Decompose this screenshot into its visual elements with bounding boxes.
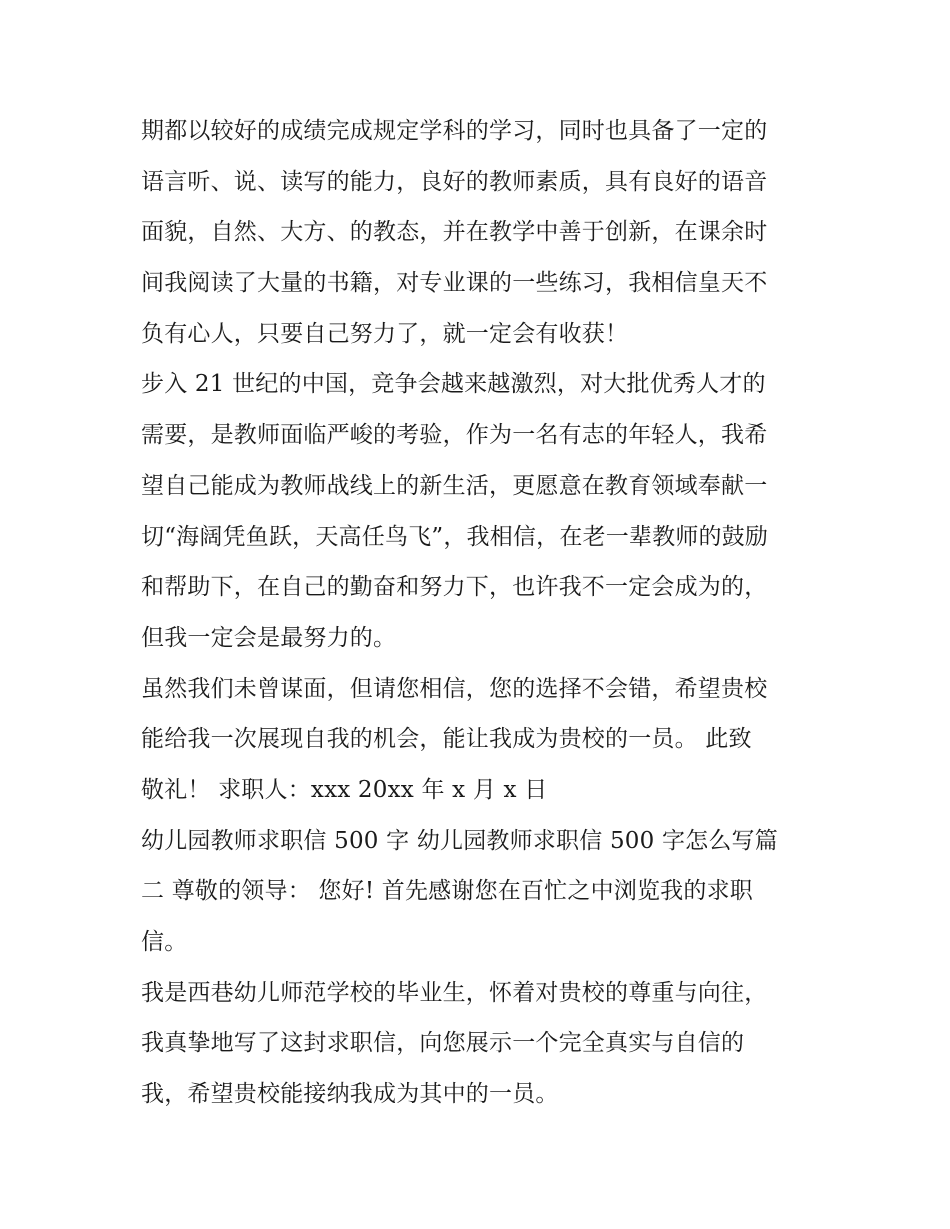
- text-line: 和帮助下，在自己的勤奋和努力下，也许我不一定会成为的，: [141, 574, 768, 601]
- text-line: 能给我一次展现自我的机会，能让我成为贵校的一员。 此致: [141, 726, 752, 753]
- text-line: 需要，是教师面临严峻的考验，作为一名有志的年轻人，我希: [141, 422, 768, 449]
- letter-body: [141, 106, 821, 1120]
- text-line: 我是西巷幼儿师范学校的毕业生，怀着对贵校的尊重与向往，: [141, 979, 768, 1006]
- text-line: 语言听、说、读写的能力，良好的教师素质，具有良好的语音: [141, 168, 768, 195]
- text-line: 切“海阔凭鱼跃，天高任鸟飞”，我相信，在老一辈教师的鼓励: [141, 523, 769, 550]
- text-line: 间我阅读了大量的书籍，对专业课的一些练习，我相信皇天不: [141, 270, 768, 297]
- text-line: 但我一定会是最努力的。: [141, 624, 397, 651]
- text-line: 信。: [141, 929, 188, 955]
- text-line: 虽然我们未曾谋面，但请您相信，您的选择不会错，希望贵校: [141, 675, 768, 702]
- text-line: 面貌，自然、大方、的教态，并在教学中善于创新，在课余时: [141, 219, 768, 246]
- text-line: 步入 21 世纪的中国，竞争会越来越激烈，对大批优秀人才的: [141, 371, 766, 398]
- text-line: 我，希望贵校能接纳我成为其中的一员。: [141, 1081, 559, 1108]
- section-heading-line: 幼儿园教师求职信 500 字 幼儿园教师求职信 500 字怎么写篇: [141, 827, 778, 854]
- text-line: 期都以较好的成绩完成规定学科的学习，同时也具备了一定的: [141, 118, 768, 144]
- greeting-line: 二 尊敬的领导： 您好! 首先感谢您在百忙之中浏览我的求职: [141, 878, 753, 905]
- text-line: 负有心人，只要自己努力了，就一定会有收获！: [141, 320, 629, 347]
- signature-line: 敬礼！ 求职人：xxx 20xx 年 x 月 x 日: [141, 776, 548, 803]
- text-line: 望自己能成为教师战线上的新生活，更愿意在教育领域奉献一: [141, 472, 768, 499]
- text-line: 我真挚地写了这封求职信，向您展示一个完全真实与自信的: [141, 1030, 745, 1057]
